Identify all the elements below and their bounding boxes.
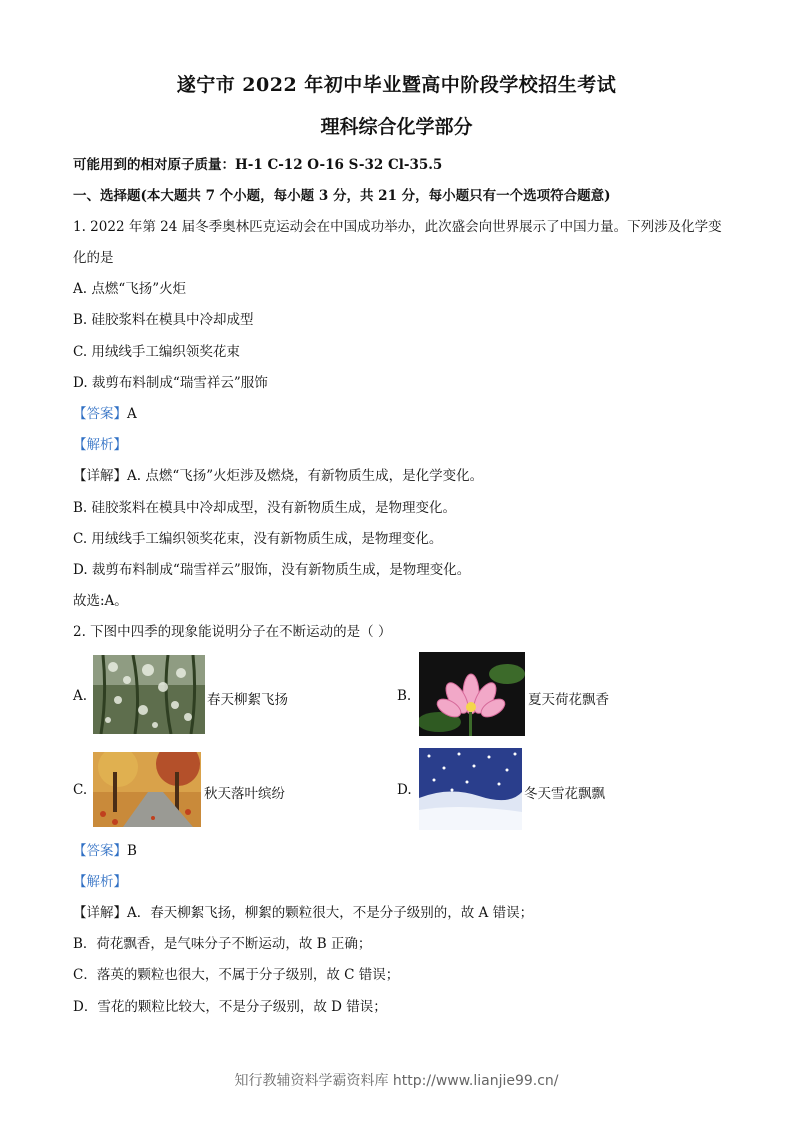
q2-detail-3: C．落英的颗粒也很大，不属于分子级别，故 C 错误；: [73, 967, 400, 983]
q1-detail-4: D. 裁剪布料制成“瑞雪祥云”服饰，没有新物质生成，是物理变化。: [73, 562, 471, 578]
q1-detail-3: C. 用绒线手工编织领奖花束，没有新物质生成，是物理变化。: [73, 531, 443, 547]
q2-option-c-text: 秋天落叶缤纷: [204, 786, 285, 802]
autumn-leaves-image: [93, 752, 201, 827]
q2-option-b-letter: B.: [397, 688, 412, 704]
q1-stem-line2: 化的是: [73, 250, 114, 266]
q1-option-d: D. 裁剪布料制成“瑞雪祥云”服饰: [73, 375, 268, 391]
q1-stem-line1: 1. 2022 年第 24 届冬季奥林匹克运动会在中国成功举办，此次盛会向世界展示了中国力量。下列涉及化学变: [73, 219, 722, 235]
willow-catkins-image: [93, 655, 205, 734]
answer-value: B: [127, 843, 137, 859]
q2-detail-4: D．雪花的颗粒比较大，不是分子级别，故 D 错误；: [73, 999, 387, 1015]
section-heading: 一、选择题(本大题共 7 个小题，每小题 3 分，共 21 分，每小题只有一个选项符合题意): [73, 188, 611, 204]
q1-option-a: A. 点燃“飞扬”火炬: [73, 281, 187, 297]
answer-label: 【答案】: [73, 843, 127, 859]
q2-analysis-label: 【解析】: [73, 874, 127, 890]
q1-conclusion: 故选:A。: [73, 593, 128, 609]
q1-detail-2: B. 硅胶浆料在模具中冷却成型，没有新物质生成，是物理变化。: [73, 500, 457, 516]
q2-option-a-letter: A.: [73, 688, 88, 704]
q2-stem: 2. 下图中四季的现象能说明分子在不断运动的是（ ）: [73, 624, 392, 640]
answer-label: 【答案】: [73, 406, 127, 422]
lotus-flower-image: [419, 652, 525, 736]
q1-answer: [73, 402, 137, 422]
detail-text: A. 点燃“飞扬”火炬涉及燃烧，有新物质生成，是化学变化。: [127, 468, 484, 484]
atomic-masses: 可能用到的相对原子质量：H-1 C-12 O-16 S-32 Cl-35.5: [73, 157, 443, 173]
q2-option-c-letter: C.: [73, 782, 88, 798]
q1-detail-1: [73, 464, 483, 484]
q1-option-b: B. 硅胶浆料在模具中冷却成型: [73, 312, 254, 328]
exam-subtitle: 理科综合化学部分: [320, 116, 473, 138]
detail-text: A．春天柳絮飞扬，柳絮的颗粒很大，不是分子级别的，故 A 错误；: [127, 905, 534, 921]
q2-answer: [73, 839, 137, 859]
detail-label: 【详解】: [73, 468, 127, 484]
q2-option-d-letter: D.: [397, 782, 412, 798]
q2-option-a-text: 春天柳絮飞扬: [207, 692, 288, 708]
q2-detail-2: B．荷花飘香，是气味分子不断运动，故 B 正确；: [73, 936, 372, 952]
q2-option-b-text: 夏天荷花飘香: [528, 692, 609, 708]
detail-label: 【详解】: [73, 905, 127, 921]
answer-value: A: [127, 406, 137, 422]
q2-option-d-text: 冬天雪花飘飘: [524, 786, 605, 802]
q2-detail-1: [73, 901, 533, 921]
q1-option-c: C. 用绒线手工编织领奖花束: [73, 344, 240, 360]
exam-title: 遂宁市 2022 年初中毕业暨高中阶段学校招生考试: [176, 74, 617, 96]
winter-snow-image: [419, 748, 522, 830]
footer-watermark[interactable]: 知行教辅资料学霸资料库 http://www.lianjie99.cn/: [234, 1073, 559, 1089]
q1-analysis-label: 【解析】: [73, 437, 127, 453]
